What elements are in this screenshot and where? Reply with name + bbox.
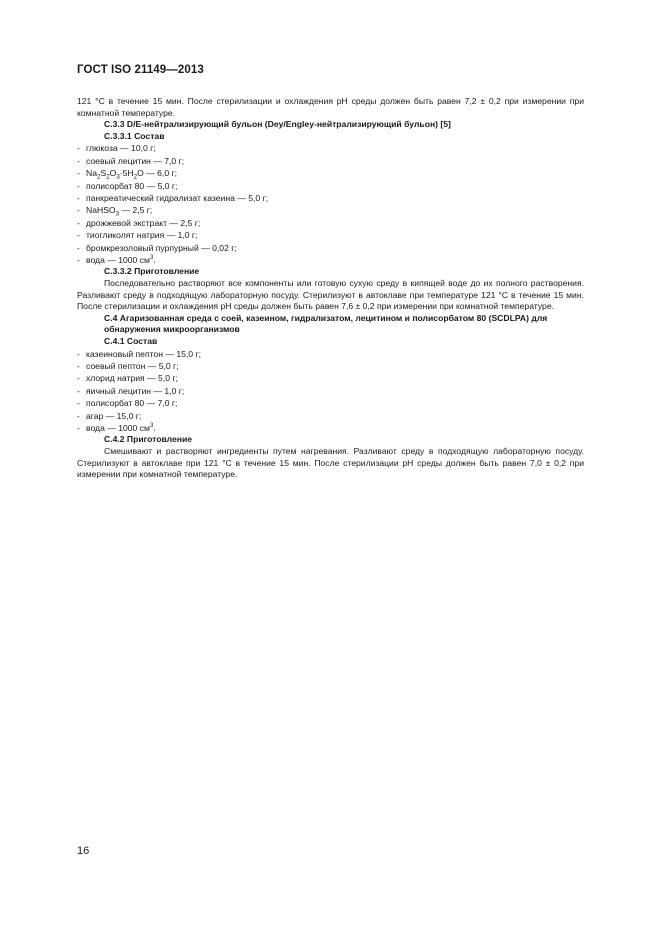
section-c331-heading: С.3.3.1 Состав (104, 130, 165, 141)
list-item: - соевый пептон — 5,0 г; (77, 360, 584, 372)
formula-text: — 2,5 г; (119, 205, 153, 216)
list-item: - хлорид натрия — 5,0 г; (77, 372, 584, 384)
list-item (77, 167, 584, 179)
formula-text: S (100, 168, 107, 179)
formula-text: O (109, 168, 117, 179)
item-text: . (153, 255, 156, 266)
section-c41-heading: С.4.1 Состав (104, 336, 158, 346)
list-item: - яичный лецитин — 1,0 г; (77, 385, 584, 397)
document-body (77, 96, 584, 481)
subscript: 2 (106, 173, 110, 181)
list-item: - полисорбат 80 — 5,0 г; (77, 180, 584, 192)
list-item: - тиогликолят натрия — 1,0 г; (77, 229, 584, 241)
list-item: - соевый лецитин — 7,0 г; (77, 155, 584, 167)
list-item: - полисорбат 80 — 7,0 г; (77, 397, 584, 409)
page-number: 16 (77, 845, 90, 857)
formula-text: ·5H (119, 168, 134, 179)
list-item (77, 204, 584, 219)
standard-code-header: ГОСТ ISO 21149—2013 (77, 64, 204, 76)
item-text: вода — 1000 см (86, 423, 150, 434)
superscript: 3 (149, 422, 154, 430)
list-item (77, 422, 584, 434)
c4-ingredient-list (77, 348, 584, 435)
superscript: 3 (149, 254, 154, 262)
item-text: вода — 1000 см (86, 255, 150, 266)
list-item: - глюкоза — 10,0 г; (77, 142, 584, 154)
list-item: - казеиновый пептон — 15,0 г; (77, 348, 584, 360)
list-item: - дрожжевой экстракт — 2,5 г; (77, 217, 584, 229)
section-c332-heading: С.3.3.2 Приготовление (104, 266, 200, 277)
subscript: 3 (116, 173, 120, 181)
list-item: - бромкрезоловый пурпурный — 0,02 г; (77, 242, 584, 254)
list-item (77, 254, 584, 266)
c33-ingredient-list (77, 142, 584, 266)
list-item: - панкреатический гидрализат казеина — 5,0 г; (77, 192, 584, 204)
list-item: - агар — 15,0 г; (77, 410, 584, 422)
c33-preparation-paragraph: Последовательно растворяют все компоненты или готовую сухую среду в кипящей воде до их полного растворения. Разливают среду в подходящую лабораторную посуду. Стерилизуют в автоклаве при температуре 121 °С в течение 15 мин. После стерилизации и охлаждения рН среды должен быть равен 7,6 ± 0,2 при измерении при комнатной температуре. (77, 278, 584, 312)
section-c4-heading: С.4 Агаризованная среда с соей, казеином, гидрализатом, лецитином и полисорбатом 80 (SCDLPA) для обнаружения микроорганизмов (104, 312, 548, 335)
formula-text: O — 6,0 г; (137, 168, 178, 179)
section-c33-heading: С.3.3 D/E-нейтрализирующий бульон (Dey/Engley-нейтрализирующий бульон) [5] (104, 119, 451, 130)
c4-preparation-paragraph: Смешивают и растворяют ингредиенты путем нагревания. Разливают среду в подходящую лабораторную посуду. Стерилизуют в автоклаве при 121 °С в течение 15 мин. После стерилизации рН среды должен быть равен 7,0 ± 0,2 при измерении при комнатной температуре. (77, 446, 584, 480)
formula-text: NaHSO (86, 205, 116, 216)
section-c42-heading: С.4.2 Приготовление (104, 434, 193, 445)
continuation-paragraph: 121 °С в течение 15 мин. После стерилизации и охлаждения рН среды должен быть равен 7,2 ± 0,2 при измерении при комнатной температуре. (77, 96, 584, 118)
formula-text: Na (86, 168, 97, 179)
subscript: 2 (133, 173, 138, 181)
subscript: 2 (97, 173, 101, 181)
item-text: . (153, 423, 156, 434)
subscript: 3 (115, 211, 120, 219)
